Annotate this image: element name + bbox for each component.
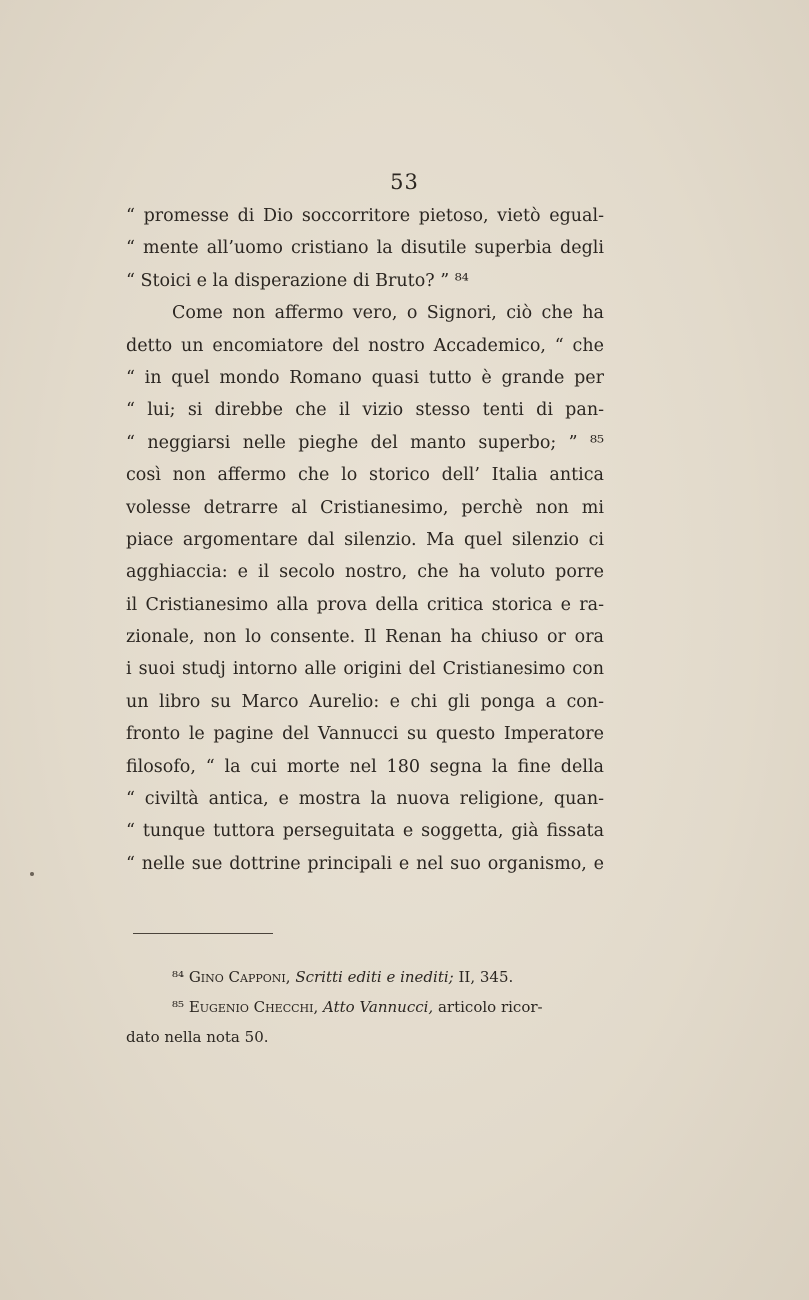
text-line: “ nelle sue dottrine principali e nel suo organismo, e bbox=[126, 853, 604, 874]
footnote-title: Scritti editi e inediti; bbox=[295, 968, 454, 986]
text-line: agghiaccia: e il secolo nostro, che ha voluto porre bbox=[126, 562, 604, 583]
footnote-85 bbox=[126, 992, 604, 1022]
footnote-author: Eugenio Checchi, bbox=[188, 998, 319, 1016]
text-line: “ civiltà antica, e mostra la nuova religione, quan- bbox=[126, 789, 604, 810]
text-line: volesse detrarre al Cristianesimo, perchè non mi bbox=[126, 497, 604, 518]
footnote-84 bbox=[126, 962, 604, 992]
footnote-title: Atto Vannucci, bbox=[323, 998, 434, 1016]
text-line: “ in quel mondo Romano quasi tutto è grande per bbox=[126, 367, 604, 388]
footnote-rule bbox=[133, 933, 273, 934]
text-line: “ mente all’uomo cristiano la disutile superbia degli bbox=[126, 238, 604, 259]
text-line: piace argomentare dal silenzio. Ma quel silenzio ci bbox=[126, 529, 604, 550]
footnote-author: Gino Capponi, bbox=[188, 968, 291, 986]
text-line: detto un encomiatore del nostro Accademico, “ che bbox=[126, 335, 604, 356]
footnotes bbox=[126, 962, 604, 1052]
footnote-rest: II, 345. bbox=[458, 968, 514, 986]
text-line: zionale, non lo consente. Il Renan ha chiuso or ora bbox=[126, 627, 604, 648]
text-line: “ Stoici e la disperazione di Bruto? ” ⁸⁴ bbox=[126, 270, 469, 291]
footnote-marker: ⁸⁴ bbox=[172, 968, 185, 986]
footnote-rest: articolo ricor- bbox=[437, 998, 543, 1016]
text-line: un libro su Marco Aurelio: e chi gli ponga a con- bbox=[126, 691, 604, 712]
page-number: 53 bbox=[390, 170, 419, 194]
text-line: “ promesse di Dio soccorritore pietoso, vietò egual- bbox=[126, 206, 604, 226]
margin-mark bbox=[30, 872, 34, 876]
body-text bbox=[126, 200, 604, 880]
text-line: il Cristianesimo alla prova della critica storica e ra- bbox=[126, 594, 604, 615]
text-line: Come non affermo vero, o Signori, ciò che ha bbox=[172, 303, 604, 324]
text-line: filosofo, “ la cui morte nel 180 segna la fine della bbox=[126, 756, 604, 777]
text-line: così non affermo che lo storico dell’ Italia antica bbox=[126, 465, 604, 486]
footnote-85-continuation: dato nella nota 50. bbox=[126, 1028, 269, 1046]
text-line: i suoi studj intorno alle origini del Cristianesimo con bbox=[126, 659, 604, 680]
text-line: fronto le pagine del Vannucci su questo Imperatore bbox=[126, 724, 604, 745]
text-line: “ neggiarsi nelle pieghe del manto superbo; ” ⁸⁵ bbox=[126, 432, 604, 453]
text-line: “ lui; si direbbe che il vizio stesso tenti di pan- bbox=[126, 400, 604, 421]
footnote-marker: ⁸⁵ bbox=[172, 998, 185, 1016]
text-line: “ tunque tuttora perseguitata e soggetta, già fissata bbox=[126, 821, 604, 842]
